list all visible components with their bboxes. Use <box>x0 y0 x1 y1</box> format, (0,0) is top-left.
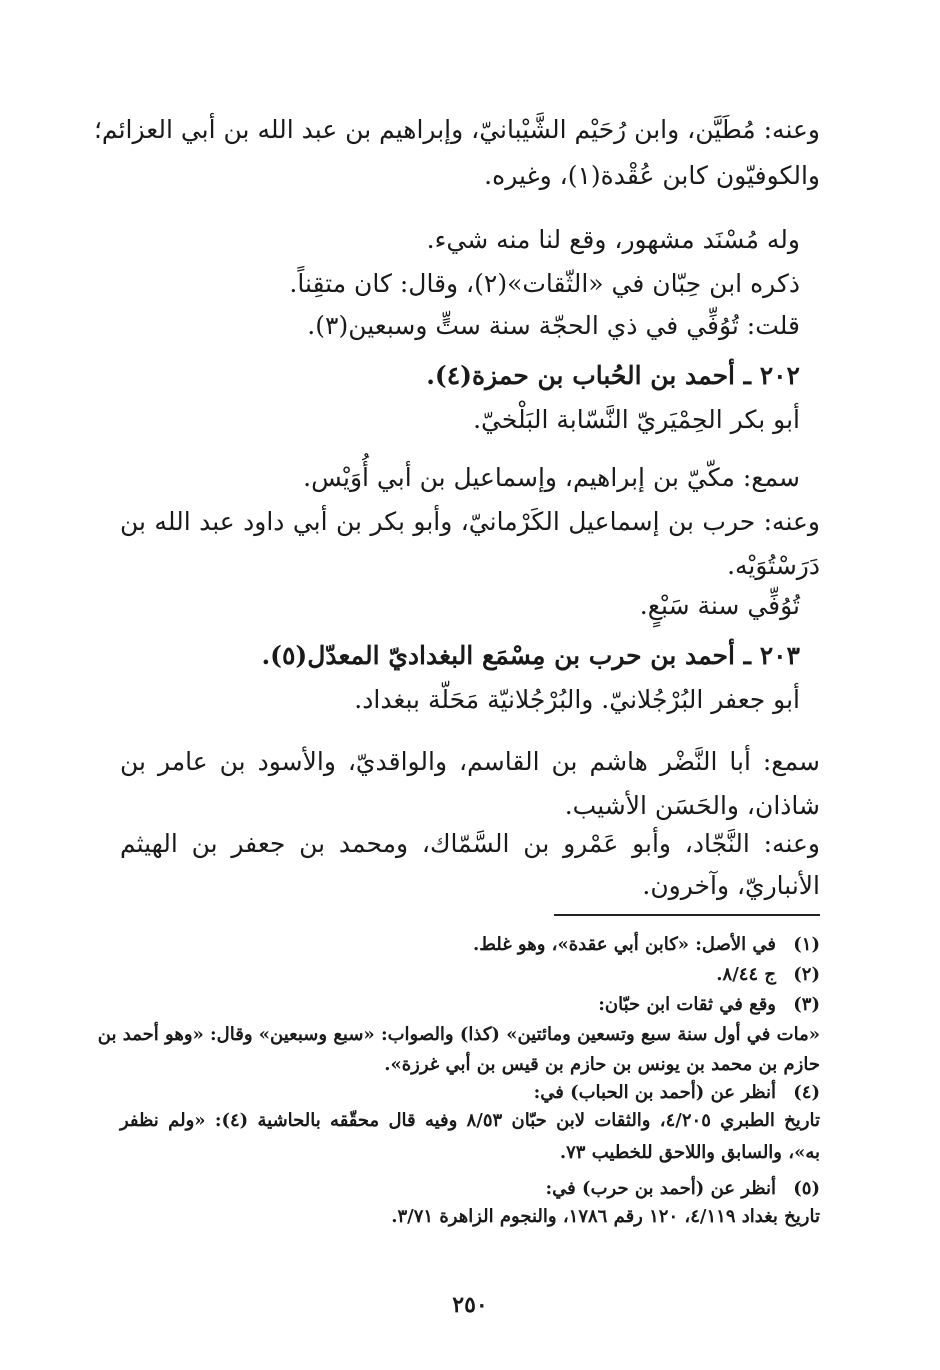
footnote-number: (١) <box>793 934 820 955</box>
footnote-text: ج ٨/٤٤. <box>716 964 776 985</box>
body-line-5: قلت: تُوُفِّي في ذي الحجّة سنة ستٍّ وسبعين(٣). <box>307 311 800 340</box>
body-line-11: تُوُفِّي سنة سَبْعٍ. <box>639 591 800 620</box>
footnote-rule <box>554 914 820 916</box>
footnote-2 <box>120 962 820 988</box>
footnote-number: (٣) <box>793 994 820 1015</box>
footnote-text: أنظر عن (أحمد بن الحباب) في: <box>533 1082 776 1103</box>
body-line-1: وعنه: مُطَيَّن، وابن رُحَيْم الشَّيْبانيّ، وإبراهيم بن عبد الله بن أبي العزائم؛ <box>93 115 820 144</box>
footnote-3-line-3: حازم بن محمد بن يونس بن حازم بن قيس بن أبي غرزة». <box>384 1054 820 1075</box>
footnote-3-line-2: «مات في أول سنة سبع وتسعين ومائتين» (كذا) والصواب: «سبع وسبعين» وقال: «وهو أحمد بن <box>97 1024 820 1045</box>
body-line-10: دَرَسْتُوَيْه. <box>727 551 820 580</box>
footnote-4-line-2: تاريخ الطبري ٤/٢٠٥، والثقات لابن حبّان ٨/٥٣ وفيه قال محقّقه بالحاشية (٤): «ولم نظفر <box>120 1110 821 1131</box>
footnote-1 <box>120 932 820 958</box>
footnote-4-line-3: به»، والسابق واللاحق للخطيب ٧٣. <box>559 1142 820 1163</box>
footnote-number: (٢) <box>793 964 820 985</box>
footnote-number: (٥) <box>793 1178 820 1199</box>
footnote-3 <box>120 992 820 1018</box>
body-line-2: والكوفيّون كابن عُقْدة(١)، وغيره. <box>484 161 820 190</box>
body-line-9: وعنه: حرب بن إسماعيل الكَرْمانيّ، وأبو بكر بن أبي داود عبد الله بن <box>120 507 820 536</box>
footnote-text: أنظر عن (أحمد بن حرب) في: <box>545 1178 776 1199</box>
footnote-text: في الأصل: «كابن أبي عقدة»، وهو غلط. <box>472 934 776 955</box>
entry-heading-203: ٢٠٣ ـ أحمد بن حرب بن مِسْمَع البغداديّ المعدّل(٥). <box>261 641 800 670</box>
footnote-text: وقع في ثقات ابن حبّان: <box>598 994 776 1015</box>
page-number: ٢٥٠ <box>452 1292 488 1318</box>
footnote-5 <box>120 1176 820 1202</box>
body-line-16: وعنه: النَّجّاد، وأبو عَمْرو بن السَّمّاك، ومحمد بن جعفر بن الهيثم <box>120 829 820 858</box>
body-line-14: سمع: أبا النَّضْر هاشم بن القاسم، والواقديّ، والأسود بن عامر بن <box>120 747 820 776</box>
footnote-5-line-2: تاريخ بغداد ٤/١١٩، ١٢٠ رقم ١٧٨٦، والنجوم الزاهرة ٣/٧١. <box>391 1206 820 1227</box>
body-line-17: الأنباريّ، وآخرون. <box>642 871 820 900</box>
entry-heading-202: ٢٠٢ ـ أحمد بن الحُباب بن حمزة(٤). <box>426 361 800 390</box>
body-line-15: شاذان، والحَسَن الأشيب. <box>564 791 820 820</box>
footnote-number: (٤) <box>793 1082 820 1103</box>
body-line-3: وله مُسْنَد مشهور، وقع لنا منه شيء. <box>426 225 800 254</box>
body-line-7: أبو بكر الحِمْيَريّ النَّسّابة البَلْخيّ. <box>473 405 800 434</box>
body-line-4: ذكره ابن حِبّان في «الثّقات»(٢)، وقال: كان متقِناً. <box>289 269 800 298</box>
body-line-13: أبو جعفر البُرْجُلانيّ. والبُرْجُلانيّة مَحَلّة ببغداد. <box>354 685 800 714</box>
body-line-8: سمع: مكّيّ بن إبراهيم، وإسماعيل بن أبي أُوَيْس. <box>303 463 800 492</box>
footnote-4 <box>120 1080 820 1106</box>
